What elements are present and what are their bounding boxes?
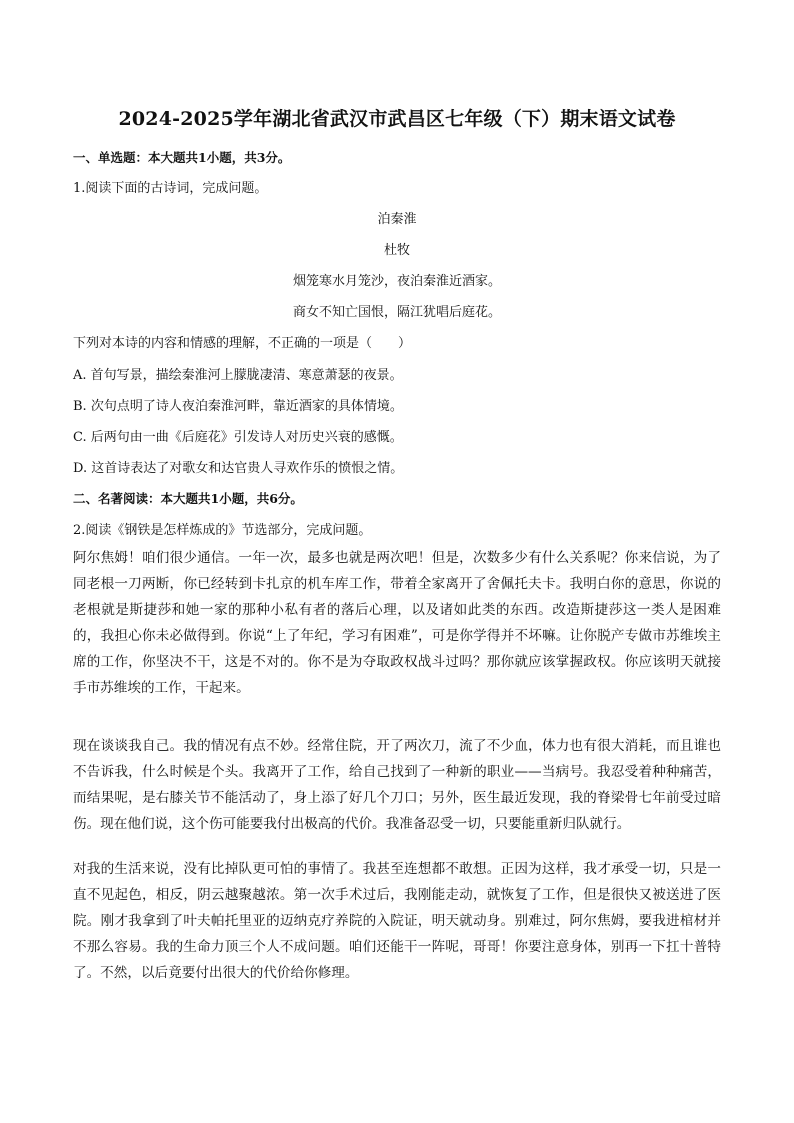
question-1-stem: 1.阅读下面的古诗词，完成问题。: [73, 181, 268, 196]
option-b: B. 次句点明了诗人夜泊秦淮河畔，靠近酒家的具体情境。: [73, 399, 403, 414]
passage-paragraph-3: 对我的生活来说，没有比掉队更可怕的事情了。我甚至连想都不敢想。正因为这样，我才承受一切，只是一直不见起色，相反，阴云越聚越浓。第一次手术过后，我刚能走动，就恢复了工作，但是很快又被送进了医院。刚才我拿到了叶夫帕托里亚的迈纳克疗养院的入院证，明天就动身。别难过，阿尔焦姆，要我进棺材并不那么容易。我的生命力顶三个人不成问题。咱们还能干一阵呢，哥哥！你要注意身体，别再一下扛十普特了。不然，以后竟要付出很大的代价给你修理。: [73, 861, 721, 981]
section-1-heading: 一、单选题：本大题共1小题，共3分。: [73, 150, 291, 165]
option-a: A. 首句写景，描绘秦淮河上朦胧凄清、寒意萧瑟的夜景。: [73, 368, 403, 383]
poem-line-2: 商女不知亡国恨，隔江犹唱后庭花。: [292, 305, 501, 320]
section-2-heading: 二、名著阅读：本大题共1小题，共6分。: [73, 491, 303, 506]
poem-title: 泊秦淮: [377, 212, 417, 227]
question-2-stem: 2.阅读《钢铁是怎样炼成的》节选部分，完成问题。: [73, 523, 372, 538]
passage-paragraph-1: 阿尔焦姆！咱们很少通信。一年一次，最多也就是两次吧！但是，次数多少有什么关系呢？你来信说，为了同老根一刀两断，你已经转到卡扎京的机车库工作，带着全家离开了舍佩托夫卡。我明白你的意思，你说的老根就是斯捷莎和她一家的那种小私有者的落后心理，以及诸如此类的东西。改造斯捷莎这一类人是困难的，我担心你未必做得到。你说“上了年纪，学习有困难”，可是你学得并不坏嘛。让你脱产专做市苏维埃主席的工作，你坚决不干，这是不对的。你不是为夺取政权战斗过吗？那你就应该掌握政权。你应该明天就接手市苏维埃的工作，干起来。: [73, 550, 721, 696]
page-title: 2024-2025学年湖北省武汉市武昌区七年级（下）期末语文试卷: [118, 108, 676, 130]
option-c: C. 后两句由一曲《后庭花》引发诗人对历史兴衰的感慨。: [73, 430, 403, 445]
passage-paragraph-2: 现在谈谈我自己。我的情况有点不妙。经常住院，开了两次刀，流了不少血，体力也有很大消耗，而且谁也不告诉我，什么时候是个头。我离开了工作，给自己找到了一种新的职业——当病号。我忍受着种种痛苦，而结果呢，是右膝关节不能活动了，身上添了好几个刀口；另外，医生最近发现，我的脊梁骨七年前受过暗伤。现在他们说，这个伤可能要我付出极高的代价。我准备忍受一切，只要能重新归队就行。: [73, 738, 721, 832]
question-1-prompt: 下列对本诗的内容和情感的理解，不正确的一项是（ ）: [73, 336, 412, 351]
poem-author: 杜牧: [383, 243, 410, 258]
poem-line-1: 烟笼寒水月笼沙，夜泊秦淮近酒家。: [292, 274, 501, 289]
option-d: D. 这首诗表达了对歌女和达官贵人寻欢作乐的愤恨之情。: [73, 461, 404, 476]
